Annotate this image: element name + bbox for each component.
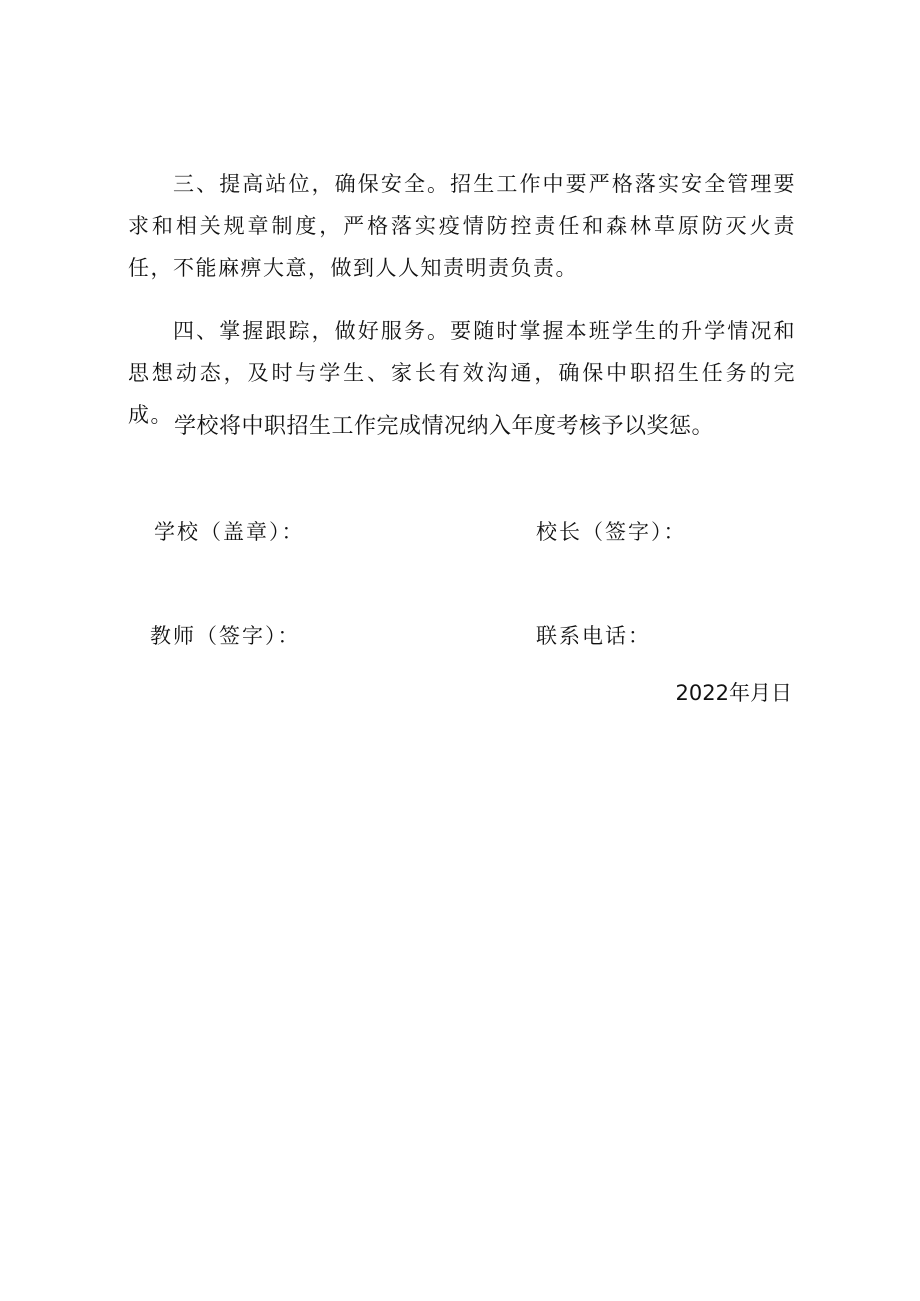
paragraph-service: 四、掌握跟踪，做好服务。要随时掌握本班学生的升学情况和思想动态，及时与学生、家长有效沟通，确保中职招生任务的完成。 bbox=[128, 319, 796, 427]
paragraph-safety: 三、提高站位，确保安全。招生工作中要严格落实安全管理要求和相关规章制度，严格落实疫情防控责任和森林草原防灭火责任，不能麻痹大意，做到人人知责明责负责。 bbox=[128, 172, 796, 280]
contact-phone-label: 联系电话： bbox=[536, 624, 651, 648]
closing-statement: 学校将中职招生工作完成情况纳入年度考核予以奖惩。 bbox=[174, 414, 715, 439]
teacher-signature-label: 教师（签字）： bbox=[150, 624, 301, 648]
principal-signature-label: 校长（签字）： bbox=[536, 520, 687, 544]
school-seal-label: 学校（盖章）： bbox=[154, 520, 305, 544]
document-date: 2022年月日 bbox=[675, 681, 792, 705]
